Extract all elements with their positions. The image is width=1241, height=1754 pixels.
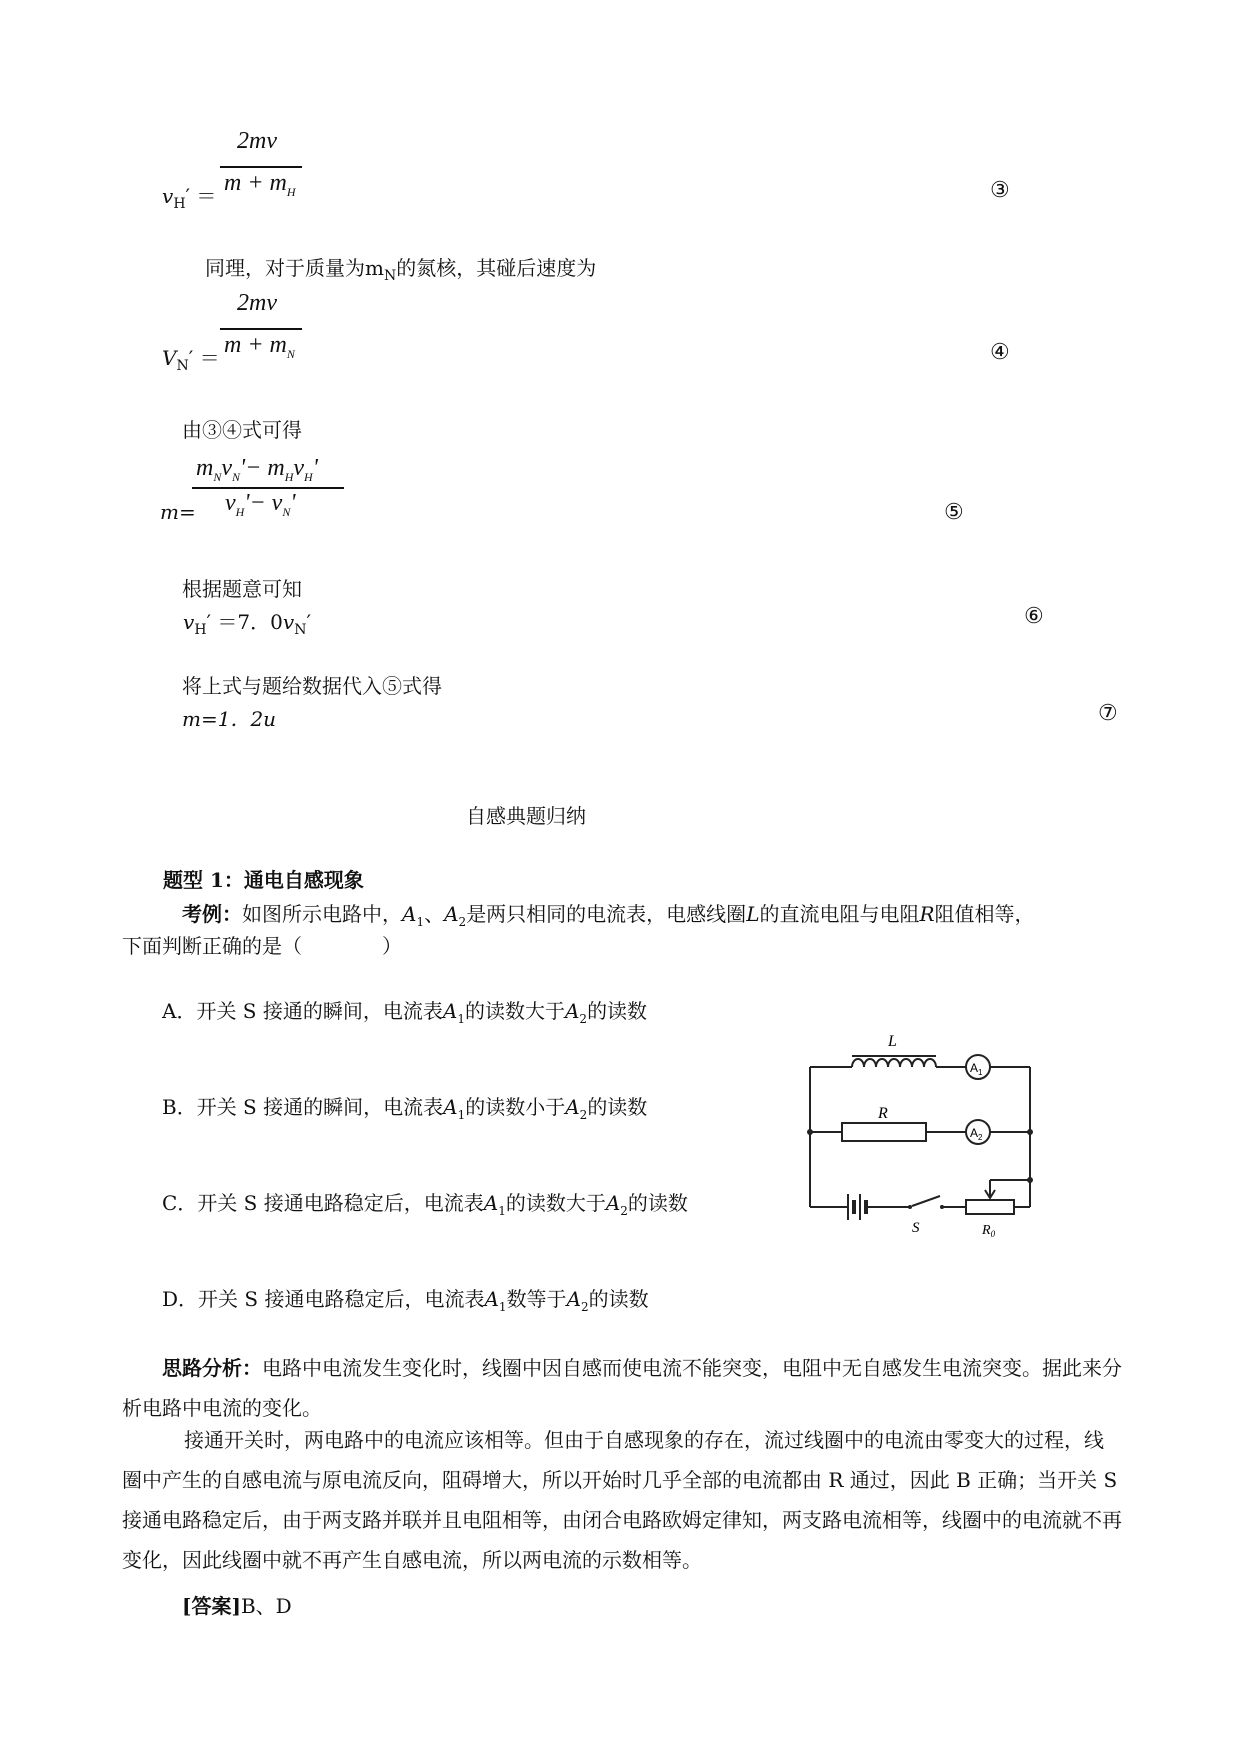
example-line-1: 考例：如图所示电路中，$A_1$、$A_2$是两只相同的电流表，电感线圈L的直流电阻与电阻R阻值相等， [182, 902, 1035, 929]
eq3-fraction-bar [220, 166, 302, 168]
eq3-lhs: $v_H'$ ＝ [162, 184, 217, 212]
circuit-diagram [790, 1020, 1060, 1250]
rheostat-r0 [966, 1200, 1014, 1214]
answer: [答案]B、D [182, 1594, 292, 1618]
eq5-lhs: m= [160, 500, 196, 524]
eq6-marker: ⑥ [1024, 604, 1044, 629]
option-c: C．开关 S 接通电路稳定后，电流表$A_1$的读数大于$A_2$的读数 [162, 1191, 688, 1218]
eq3-numerator: 2mv [237, 128, 277, 154]
option-b: B．开关 S 接通的瞬间，电流表$A_1$的读数小于$A_2$的读数 [162, 1095, 648, 1122]
eq3-denominator: $m + m_H$ [224, 170, 296, 199]
analysis-paragraph-2: 接通开关时，两电路中的电流应该相等。但由于自感现象的存在，流过线圈中的电流由零变大的过程，线圈中产生的自感电流与原电流反向，阻碍增大，所以开始时几乎全部的电流都由 R 通过，因此 B 正确；当开关 S 接通电路稳定后，由于两支路并联并且电阻相等，由闭合电路欧姆定律知，两支路电流相等，线圈中的电流就不再变化，因此线圈中就不再产生自感电流，所以两电流的示数相等。 [122, 1428, 1122, 1572]
eq4-fraction-bar [220, 328, 302, 330]
eq7-marker: ⑦ [1098, 701, 1118, 726]
similar-line: 同理，对于质量为$m_N$的氮核，其碰后速度为 [205, 256, 597, 284]
eq5-marker: ⑤ [944, 500, 964, 525]
inductor-coil [852, 1059, 936, 1067]
switch-s [912, 1196, 940, 1206]
question-type: 题型 1：通电自感现象 [163, 868, 364, 892]
known-line: 根据题意可知 [182, 577, 302, 601]
eq4-marker: ④ [990, 340, 1010, 365]
eq4-numerator: 2mv [237, 290, 277, 316]
ammeter2-label: $A_2$ [970, 1126, 983, 1142]
ammeter1-label: $A_1$ [970, 1061, 983, 1077]
substitute-line: 将上式与题给数据代入⑤式得 [182, 674, 442, 698]
example-line-2: 下面判断正确的是（ ） [122, 934, 402, 958]
eq7: m=1．2u [182, 707, 277, 731]
switch-label: S [912, 1220, 920, 1236]
resistor-r [842, 1123, 926, 1141]
option-a: A．开关 S 接通的瞬间，电流表$A_1$的读数大于$A_2$的读数 [162, 999, 648, 1026]
eq4-lhs: $V_N'$ ＝ [162, 346, 220, 374]
analysis-paragraph-1: 思路分析：电路中电流发生变化时，线圈中因自感而使电流不能突变，电阻中无自感发生电流突变。据此来分析电路中电流的变化。 [122, 1356, 1122, 1420]
inductor-label: L [888, 1033, 897, 1050]
resistor-label: R [878, 1105, 888, 1122]
eq5-fraction-bar [192, 487, 344, 489]
eq4-denominator: $m + m_N$ [224, 332, 295, 361]
section-title: 自感典题归纳 [466, 804, 586, 828]
option-d: D．开关 S 接通电路稳定后，电流表$A_1$数等于$A_2$的读数 [162, 1287, 649, 1314]
rheostat-label: $R_0$ [982, 1223, 996, 1239]
from34-line: 由③④式可得 [182, 418, 302, 442]
eq3-marker: ③ [990, 178, 1010, 203]
eq6: $v_H' =7$．$0v_N'$ [183, 610, 311, 638]
eq5-numerator: $m_Nv_N'- m_Hv_H'$ [196, 455, 318, 484]
eq5-denominator: $v_H'- v_N'$ [225, 490, 296, 519]
